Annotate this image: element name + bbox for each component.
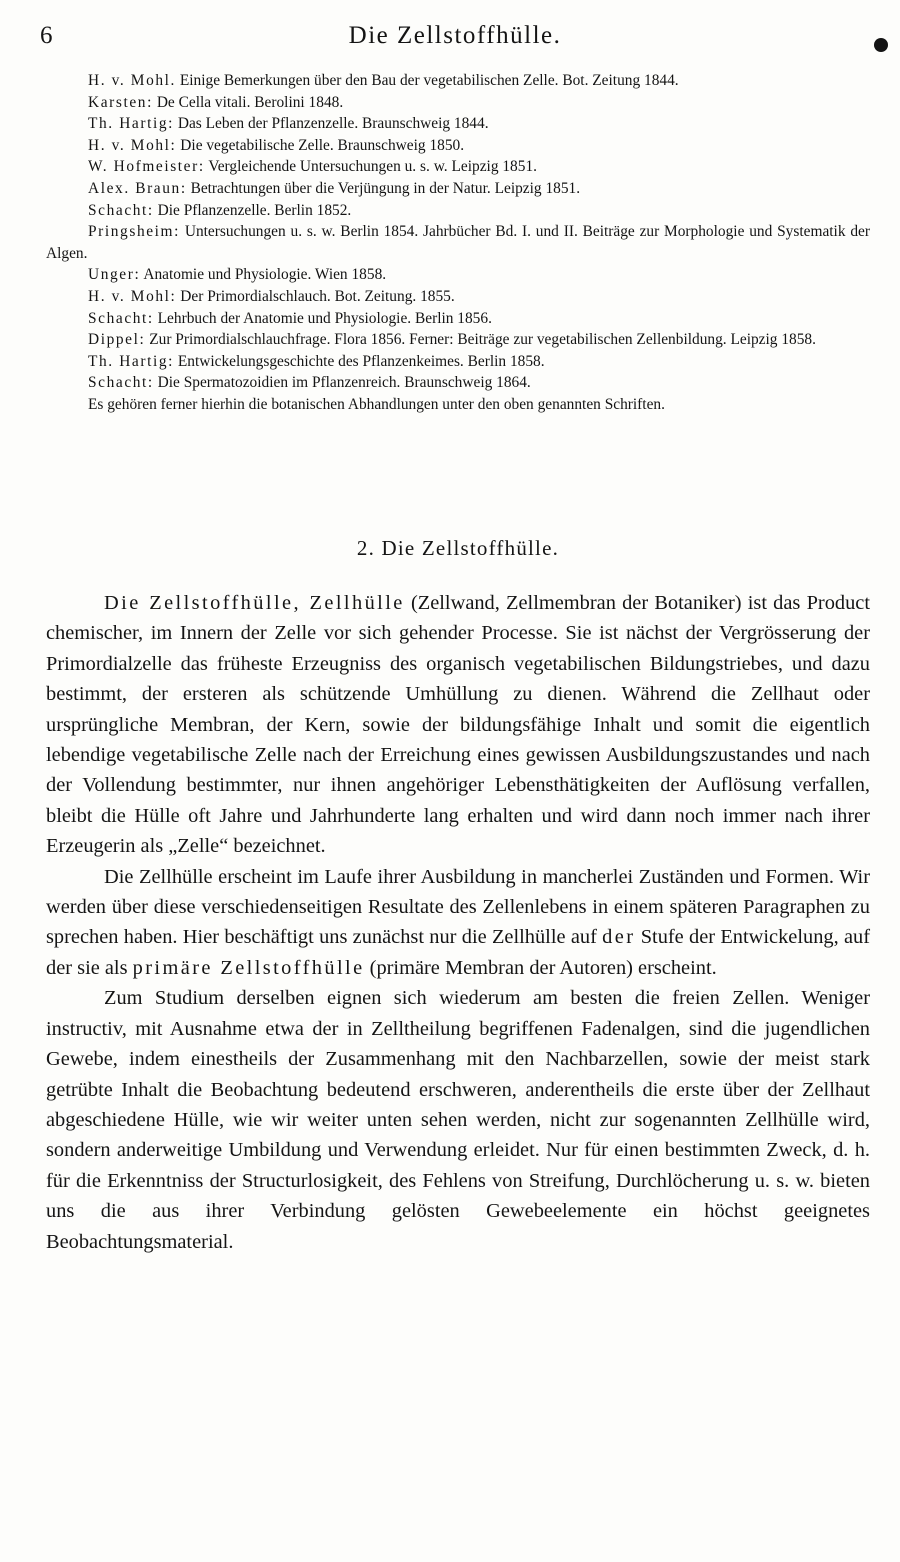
running-title: Die Zellstoffhülle. — [348, 22, 562, 49]
paragraph — [46, 983, 870, 1257]
reference-author: Dippel: — [88, 331, 146, 349]
reference-item — [46, 329, 870, 351]
reference-item — [46, 351, 870, 373]
reference-text: Anatomie und Physiologie. Wien 1858. — [143, 266, 387, 284]
reference-author: H. v. Mohl: — [88, 287, 177, 305]
reference-text: Untersuchungen u. s. w. Berlin 1854. Jahrbücher Bd. I. und II. Beiträge zur Morphologie und Systematik der Algen. — [46, 223, 870, 262]
ink-blot — [874, 38, 888, 52]
reference-text: Betrachtungen über die Verjüngung in der Natur. Leipzig 1851. — [190, 179, 581, 197]
reference-text: Der Primordialschlauch. Bot. Zeitung. 1855. — [180, 287, 455, 305]
section-heading: 2. Die Zellstoffhülle. — [356, 536, 560, 560]
reference-text: Entwickelungsgeschichte des Pflanzenkeimes. Berlin 1858. — [177, 352, 545, 370]
reference-text: De Cella vitali. Berolini 1848. — [156, 93, 344, 111]
reference-text: Vergleichende Untersuchungen u. s. w. Leipzig 1851. — [208, 158, 537, 176]
paragraph — [46, 588, 870, 862]
reference-item — [46, 113, 870, 135]
reference-author: H. v. Mohl. — [88, 72, 176, 89]
reference-item — [46, 286, 870, 308]
reference-text: Die Pflanzenzelle. Berlin 1852. — [157, 201, 352, 219]
reference-author: W. Hofmeister: — [88, 158, 205, 176]
paragraph — [46, 862, 870, 984]
reference-author: Th. Hartig: — [88, 115, 174, 133]
reference-item — [46, 92, 870, 114]
reference-item — [46, 135, 870, 157]
paragraph-text: Stufe der Entwickelung, auf der sie als — [46, 926, 870, 979]
paragraph-text: Zum Studium derselben eignen sich wiederum am besten die freien Zellen. Weniger instructiv, mit Ausnahme etwa der in Zelltheilung begriffenen Fadenalgen, sind die jugendlichen Gewebe, indem einestheils der Zusammenhang mit den Nachbarzellen, sowie der meist stark getrübte Inhalt die Beobachtung bedeutend erschweren, anderentheils die erste über der Zellhaut abgeschiedene Hülle, wie wir weiter unten sehen werden, nicht zur sogenannten Zellhülle wird, sondern anderweitige Umbildung und Verwendung erleidet. Nur für einen bestimmten Zweck, d. h. für die Erkenntniss der Structurlosigkeit, des Fehlens von Streifung, Durchlöcherung u. s. w. bieten uns die aus ihrer Verbindung gelösten Gewebeelemente ein höchst geeignetes Beobachtungsmaterial. — [46, 987, 870, 1253]
reference-author: Karsten: — [88, 93, 153, 111]
reference-note-text: Es gehören ferner hierhin die botanischen Abhandlungen unter den oben genannten Schriften. — [88, 395, 665, 413]
paragraph-text: (primäre Membran der Autoren) erscheint. — [364, 956, 717, 979]
reference-item — [46, 70, 870, 92]
reference-item — [46, 264, 870, 286]
emphasized-term: Die Zellstoffhülle, Zellhülle — [104, 592, 405, 614]
emphasized-term: der — [602, 926, 636, 949]
page-header — [40, 22, 870, 58]
reference-text: Die vegetabilische Zelle. Braunschweig 1850. — [180, 136, 465, 154]
paragraph-text: Die Zellhülle erscheint im Laufe ihrer Ausbildung in mancherlei Zuständen und Formen. Wir werden über diese verschiedenseitigen Resultate des Zellenlebens in einem späteren Paragraphen zu sprechen haben. Hier beschäftigt uns zunächst nur die Zellhülle auf — [46, 865, 870, 949]
reference-author: Schacht: — [88, 374, 154, 392]
paragraph-text: (Zellwand, Zellmembran der Botaniker) ist das Product chemischer, im Innern der Zelle vor sich gehender Processe. Sie ist nächst der Vergrösserung der Primordialzelle das früheste Erzeugniss des organisch vegetabilischen Bildungstriebes, und dazu bestimmt, der ersteren als schützende Umhüllung zu dienen. Während die Zellhaut oder ursprüngliche Membran, der Kern, sowie der bildungsfähige Inhalt und somit die eigentlich lebendige vegetabilische Zelle nach der Erreichung eines gewissen Ausbildungszustandes und nach der Vollendung bestimmter, nur ihnen angehöriger Lebensthätigkeiten der Auflösung verfallen, bleibt die Hülle oft Jahre und Jahrhunderte lang erhalten und wird dann noch immer nach ihrer Erzeugerin als „Zelle“ bezeichnet. — [46, 592, 870, 858]
reference-text: Die Spermatozoidien im Pflanzenreich. Braunschweig 1864. — [157, 374, 531, 392]
reference-item — [46, 221, 870, 264]
reference-item — [46, 200, 870, 222]
reference-list — [46, 70, 870, 416]
body-text — [46, 588, 870, 1257]
reference-item — [46, 156, 870, 178]
page-number: 6 — [40, 22, 53, 49]
reference-author: Pringsheim: — [88, 223, 180, 241]
reference-item — [46, 308, 870, 330]
reference-author: Schacht: — [88, 201, 154, 219]
reference-author: Th. Hartig: — [88, 352, 174, 370]
reference-author: H. v. Mohl: — [88, 136, 177, 154]
reference-author: Unger: — [88, 266, 141, 284]
emphasized-term: primäre Zellstoffhülle — [132, 956, 365, 979]
reference-text: Lehrbuch der Anatomie und Physiologie. Berlin 1856. — [157, 309, 492, 327]
reference-author: Schacht: — [88, 309, 154, 327]
reference-item — [46, 178, 870, 200]
reference-author: Alex. Braun: — [88, 179, 187, 197]
reference-text: Zur Primordialschlauchfrage. Flora 1856. Ferner: Beiträge zur vegetabilischen Zellenbildung. Leipzig 1858. — [149, 331, 816, 349]
reference-note — [46, 394, 870, 416]
reference-text: Einige Bemerkungen über den Bau der vegetabilischen Zelle. Bot. Zeitung 1844. — [179, 72, 679, 89]
reference-item — [46, 372, 870, 394]
reference-text: Das Leben der Pflanzenzelle. Braunschweig 1844. — [177, 115, 489, 133]
